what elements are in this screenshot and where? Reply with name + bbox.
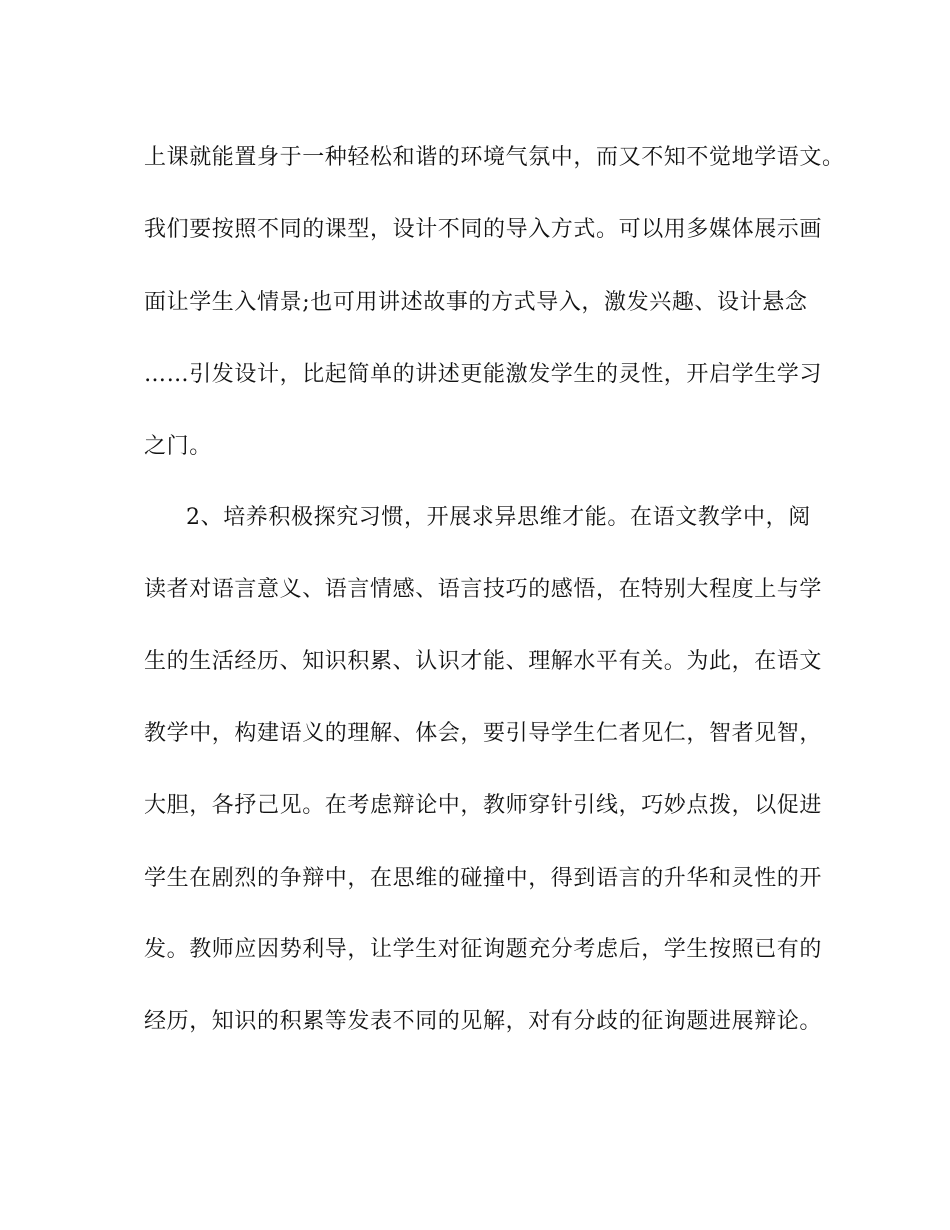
text-line-1: 上课就能置身于一种轻松和谐的环境气氛中，而又不知不觉地学语文。 [144,145,845,170]
paragraph-2-first-line: 2、培养积极探究习惯，开展求异思维才能。在语文教学中，阅 [186,505,811,530]
text-line-2: 我们要按照不同的课型，设计不同的导入方式。可以用多媒体展示画 [144,217,823,242]
text-line-13: 经历，知识的积累等发表不同的见解，对有分歧的征询题进展辩论。 [144,1009,823,1034]
text-line-5: 之门。 [144,434,212,459]
text-line-11: 学生在剧烈的争辩中，在思维的碰撞中，得到语言的升华和灵性的开 [144,866,823,891]
text-line-8: 生的生活经历、知识积累、认识才能、理解水平有关。为此，在语文 [144,649,823,674]
text-line-10: 大胆，各抒己见。在考虑辩论中，教师穿针引线，巧妙点拨，以促进 [144,793,823,818]
text-line-12: 发。教师应因势利导，让学生对征询题充分考虑后，学生按照已有的 [144,937,823,962]
text-line-9: 教学中，构建语义的理解、体会，要引导学生仁者见仁，智者见智， [144,721,823,746]
text-line-7: 读者对语言意义、语言情感、语言技巧的感悟，在特别大程度上与学 [144,577,823,602]
text-line-4: ……引发设计，比起简单的讲述更能激发学生的灵性，开启学生学习 [144,362,823,387]
text-line-3: 面让学生入情景;也可用讲述故事的方式导入，激发兴趣、设计悬念 [144,290,808,315]
